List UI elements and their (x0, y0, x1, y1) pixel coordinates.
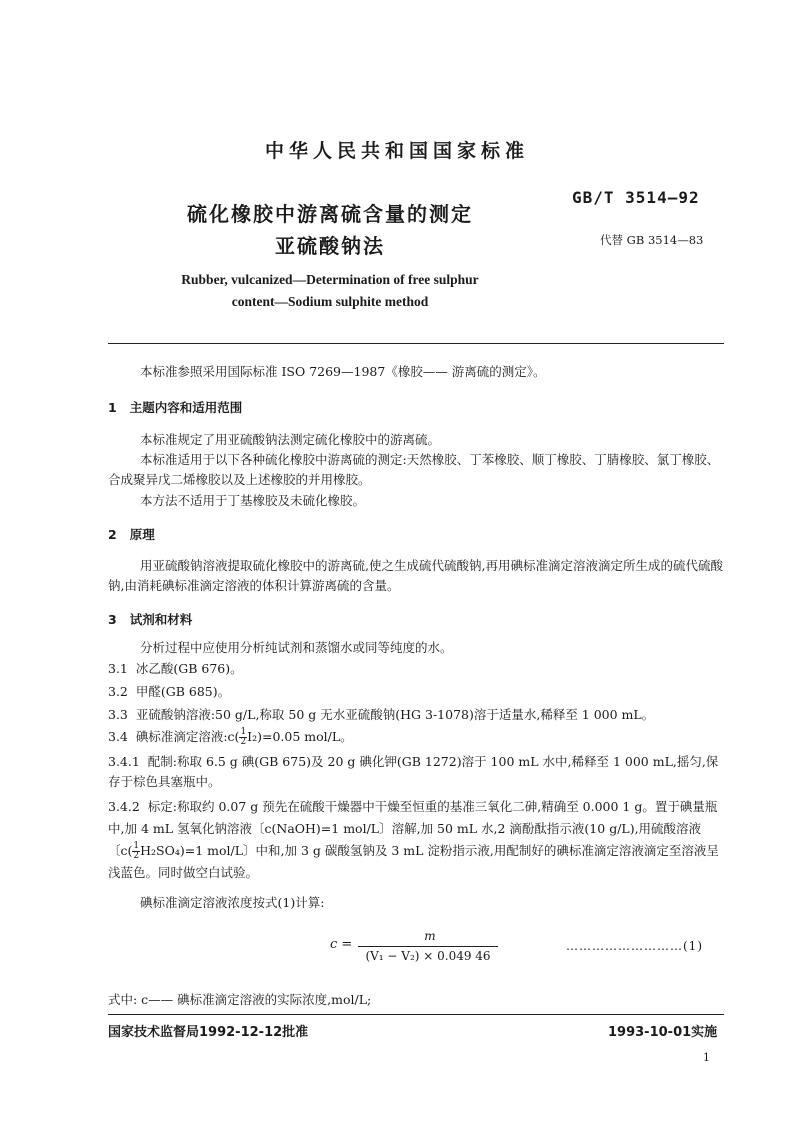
english-title-line1: Rubber, vulcanized—Determination of free sulphur (181, 272, 479, 287)
section-1-para-2: 本标准适用于以下各种硫化橡胶中游离硫的测定:天然橡胶、丁苯橡胶、顺丁橡胶、丁腈橡胶、氯丁橡胶、合成聚异戊二烯橡胶以及上述橡胶的并用橡胶。 (108, 452, 720, 487)
calculation-intro: 碘标准滴定溶液浓度按式(1)计算: (140, 895, 325, 910)
standard-code: GB/T 3514—92 (572, 188, 700, 207)
section-2-heading (108, 525, 155, 543)
header-divider (108, 343, 724, 344)
effective-date: 1993-10-01实施 (608, 1025, 718, 1040)
section-1-heading (108, 398, 242, 416)
formula-numerator: m (424, 929, 436, 943)
item-3-4-number: 3.4 (108, 729, 128, 744)
item-3-4-1-text: 配制:称取 6.5 g 碘(GB 675)及 20 g 碘化钾(GB 1272)溶于 100 mL 水中,稀释至 1 000 mL,摇匀,保存于棕色具塞瓶中。 (108, 754, 719, 789)
item-3-4 (108, 727, 353, 747)
formula-lhs: c = (330, 937, 353, 952)
fraction-denominator: 2 (240, 737, 247, 747)
item-3-4-1-number: 3.4.1 (108, 754, 140, 769)
section-1-number: 1 (108, 400, 117, 415)
item-3-4-2-text-b: H₂SO₄)=1 mol/L〕中和,加 3 g 碳酸氢钠及 3 mL 淀粉指示液,用配制好的碘标准滴定溶液滴定至溶液呈浅蓝色。同时做空白试验。 (108, 843, 719, 880)
page-number: 1 (703, 1051, 710, 1064)
item-3-2 (108, 682, 230, 702)
english-title-line2: content—Sodium sulphite method (231, 294, 429, 309)
fraction-half (239, 728, 247, 747)
item-3-4-1 (108, 752, 724, 792)
footer-divider (108, 1014, 724, 1015)
replaces-standard: 代替 GB 3514—83 (600, 233, 704, 247)
section-3-number: 3 (108, 612, 117, 627)
item-3-4-text-b: I₂)=0.05 mol/L。 (247, 729, 353, 744)
section-2-title: 原理 (129, 527, 155, 542)
item-3-2-number: 3.2 (108, 684, 128, 699)
section-2-number: 2 (108, 527, 117, 542)
document-title-line2: 亚硫酸钠法 (275, 234, 385, 258)
where-clause: 式中: c—— 碘标准滴定溶液的实际浓度,mol/L; (108, 992, 372, 1007)
formula-fraction-bar (358, 946, 498, 947)
item-3-4-2-text-a: 标定:称取约 0.07 g 预先在硫酸干燥器中干燥至恒重的基准三氧化二砷,精确至 0.000 1 g。置于碘量瓶中,加 4 mL 氢氧化钠溶液〔c(NaOH)=1 mol/L〕溶解,加 50 mL 水,2 滴酚酞指示液(10 g/L),用硫酸溶液〔c( (108, 799, 718, 858)
item-3-3-number: 3.3 (108, 707, 128, 722)
item-3-4-2-number: 3.4.2 (108, 799, 140, 814)
item-3-1-number: 3.1 (108, 661, 128, 676)
section-2-para-1: 用亚硫酸钠溶液提取硫化橡胶中的游离硫,使之生成硫代硫酸钠,再用碘标准滴定溶液滴定所生成的硫代硫酸钠,由消耗碘标准滴定溶液的体积计算游离硫的含量。 (108, 558, 723, 593)
item-3-4-text-a: 碘标准滴定溶液:c( (135, 729, 240, 744)
section-1-title: 主题内容和适用范围 (129, 400, 243, 415)
item-3-1-text: 冰乙酸(GB 676)。 (135, 661, 243, 676)
item-3-3 (108, 705, 654, 725)
item-3-2-text: 甲醛(GB 685)。 (135, 684, 231, 699)
issuing-country-title: 中华人民共和国国家标准 (264, 140, 529, 162)
document-title-line1: 硫化橡胶中游离硫含量的测定 (187, 202, 473, 226)
item-3-3-text: 亚硫酸钠溶液:50 g/L,称取 50 g 无水亚硫酸钠(HG 3-1078)溶于适量水,稀释至 1 000 mL。 (135, 707, 655, 722)
item-3-1 (108, 659, 243, 679)
intro-paragraph: 本标准参照采用国际标准 ISO 7269—1987《橡胶—— 游离硫的测定》。 (140, 364, 546, 379)
section-3-para-1: 分析过程中应使用分析纯试剂和蒸馏水或同等纯度的水。 (140, 640, 453, 655)
item-3-4-2 (108, 796, 724, 884)
section-1-para-3: 本方法不适用于丁基橡胶及未硫化橡胶。 (140, 493, 366, 508)
approval-date: 国家技术监督局1992-12-12批准 (108, 1025, 309, 1040)
fraction-numerator: 1 (240, 727, 247, 737)
formula-number: ………………………(1) (566, 939, 703, 953)
formula-denominator: (V₁ − V₂) × 0.049 46 (365, 949, 491, 963)
section-3-heading (108, 610, 192, 628)
section-3-title: 试剂和材料 (129, 612, 193, 627)
section-1-para-1: 本标准规定了用亚硫酸钠法测定硫化橡胶中的游离硫。 (140, 432, 441, 447)
fraction-half-2 (132, 842, 140, 861)
fraction-2-denominator: 2 (133, 851, 140, 861)
fraction-2-numerator: 1 (133, 841, 140, 851)
